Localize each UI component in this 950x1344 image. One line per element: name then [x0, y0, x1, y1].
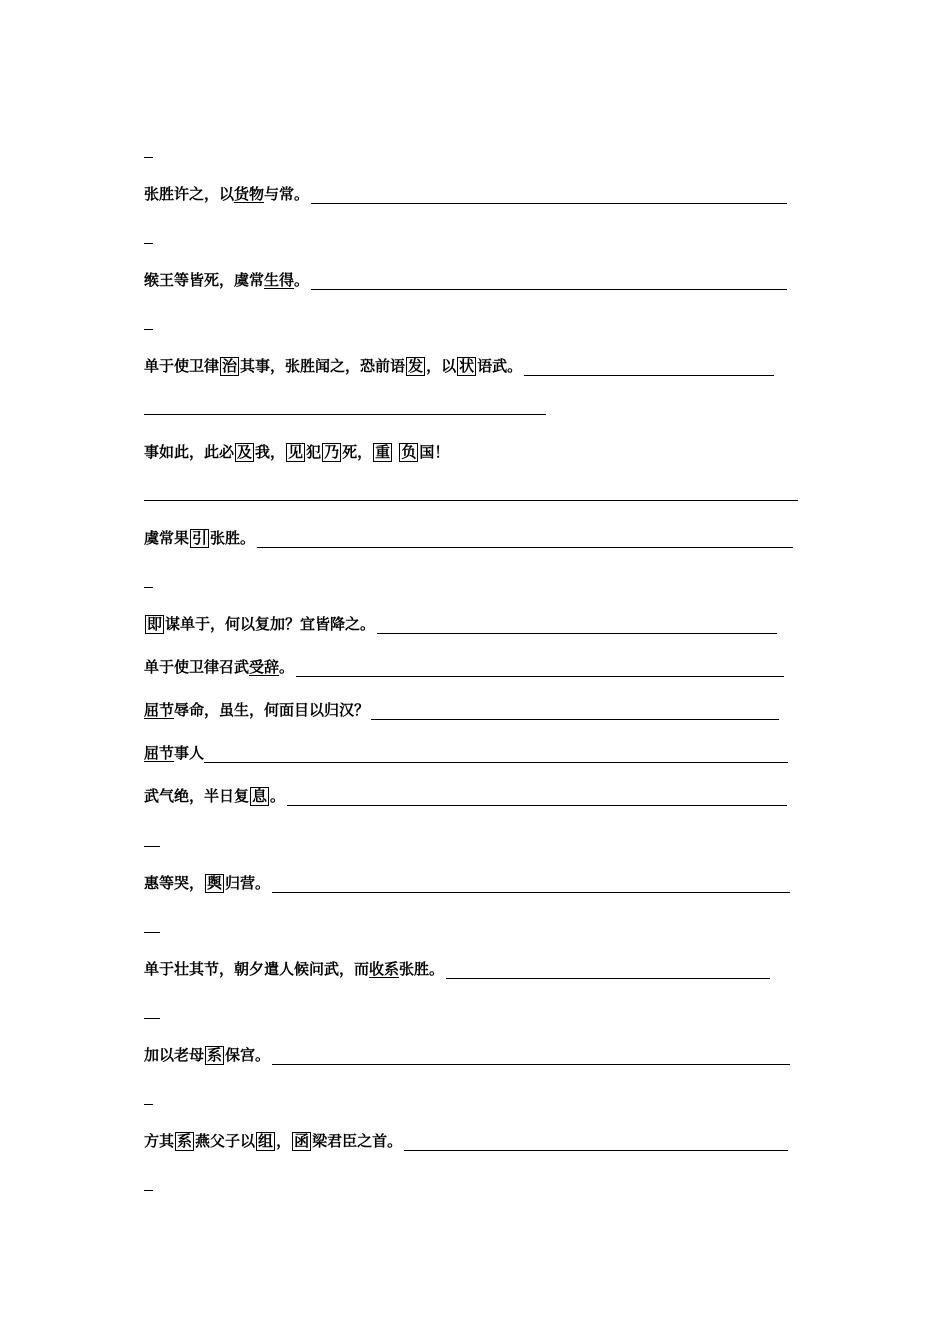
question-line-10: 武气绝，半日复 息 。: [144, 782, 787, 806]
keyword: 收系: [369, 960, 400, 978]
keyword: 屈节: [144, 701, 175, 719]
answer-blank[interactable]: [272, 1048, 790, 1065]
keyword-box: 组: [258, 1132, 274, 1150]
keyword-box: 发: [408, 357, 424, 375]
answer-dash: [144, 243, 153, 244]
answer-blank[interactable]: [311, 273, 787, 290]
keyword-box: 系: [207, 1046, 223, 1064]
question-line-8: 屈节 辱命，虽生，何面目以归汉？: [144, 696, 779, 720]
keyword-box: 即: [147, 615, 163, 633]
answer-dash: [144, 157, 153, 158]
keyword-box: 系: [177, 1132, 193, 1150]
keyword-box: 重: [375, 443, 391, 461]
keyword: 货物: [234, 185, 265, 203]
answer-rule: [144, 414, 546, 415]
answer-blank[interactable]: [404, 1134, 788, 1151]
answer-dash: [144, 1190, 153, 1191]
keyword-box: 负: [401, 443, 417, 461]
answer-dash: [144, 1018, 160, 1019]
answer-dash: [144, 846, 160, 847]
answer-blank[interactable]: [272, 876, 790, 893]
question-line-13: 加以老母 系 保宫。: [144, 1041, 790, 1065]
keyword: 受辞: [249, 658, 280, 676]
answer-blank[interactable]: [524, 359, 774, 376]
answer-blank[interactable]: [204, 746, 788, 763]
keyword-box: 状: [459, 357, 475, 375]
answer-blank[interactable]: [377, 617, 777, 634]
question-line-6: 即 谋单于，何以复加？宜皆降之。: [144, 610, 777, 634]
keyword-box: 及: [237, 443, 253, 461]
answer-blank[interactable]: [296, 660, 784, 677]
keyword-box: 引: [192, 529, 208, 547]
answer-dash: [144, 1104, 153, 1105]
answer-dash: [144, 329, 153, 330]
question-line-12: 单于壮其节，朝夕遣人候问武，而 收系 张胜。: [144, 955, 770, 979]
question-line-5: 虞常果 引 张胜。: [144, 524, 793, 548]
answer-dash: [144, 932, 160, 933]
answer-blank[interactable]: [311, 187, 787, 204]
question-line-3: 单于使卫律 治 其事，张胜闻之，恐前语 发 ，以 状 语武。: [144, 352, 774, 376]
keyword-box: 息: [252, 787, 268, 805]
keyword-box: 乃: [324, 443, 340, 461]
keyword-box: 治: [222, 357, 238, 375]
keyword-box: 见: [288, 443, 304, 461]
answer-dash: [144, 587, 153, 588]
question-line-7: 单于使卫律召武 受辞 。: [144, 653, 784, 677]
answer-blank[interactable]: [287, 789, 787, 806]
answer-rule: [144, 500, 798, 501]
answer-blank[interactable]: [257, 531, 793, 548]
question-line-11: 惠等哭， 舆 归营。: [144, 869, 790, 893]
question-line-4: 事如此，此必 及 我， 见 犯 乃 死， 重 负 国！: [144, 443, 450, 461]
keyword-box: 函: [294, 1132, 310, 1150]
answer-blank[interactable]: [446, 962, 770, 979]
question-line-1: 张胜许之，以 货物 与常。: [144, 180, 787, 204]
keyword-box: 舆: [207, 874, 223, 892]
answer-blank[interactable]: [371, 703, 779, 720]
keyword: 生得: [264, 271, 295, 289]
question-line-14: 方其 系 燕父子以 组 ， 函 梁君臣之首。: [144, 1127, 788, 1151]
question-line-9: 屈节 事人: [144, 739, 788, 763]
keyword: 屈节: [144, 744, 175, 762]
question-line-2: 缑王等皆死，虞常 生得 。: [144, 266, 787, 290]
